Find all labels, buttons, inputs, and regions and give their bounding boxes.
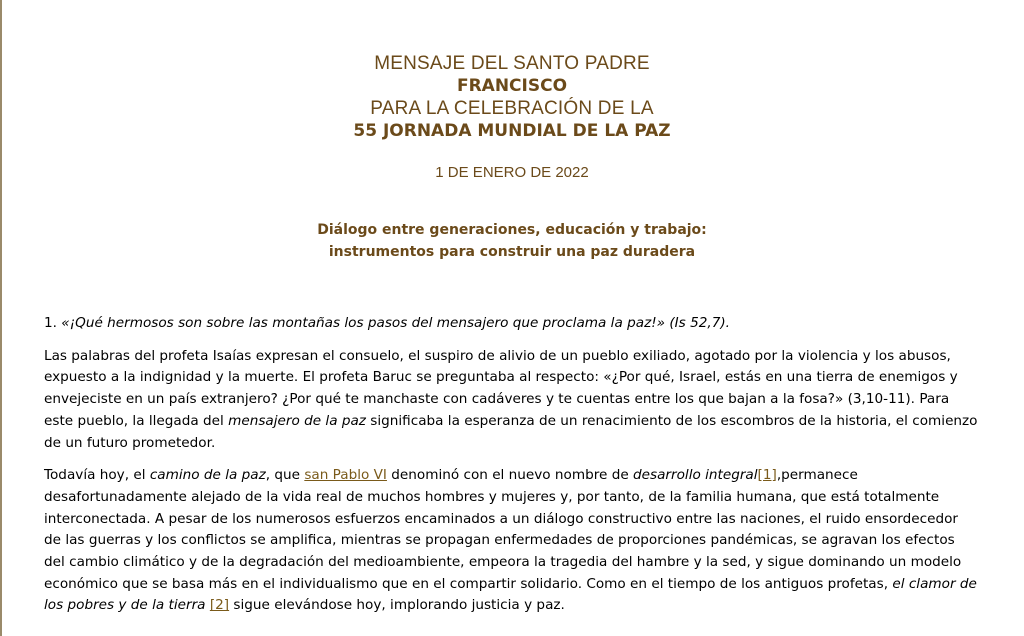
paragraph-number: 1. <box>44 315 62 331</box>
paragraph-2-text-b: significaba la esperanza de un renacimiento de los escombros de la historia, el comienzo de un futuro prometedor. <box>44 412 978 451</box>
subtitle-line-2: instrumentos para construir una paz duradera <box>328 244 696 260</box>
paragraph-3-italic-2: desarrollo integral <box>633 467 758 484</box>
paragraph-3-italic-3: el clamor de los pobres y de la tierra <box>44 575 977 614</box>
paragraph-3-text-b: , que <box>265 467 305 484</box>
document-header <box>0 52 1024 263</box>
header-date: 1 DE ENERO DE 2022 <box>435 164 589 181</box>
paragraph-3-text-f: sigue elevándose hoy, implorando justicia y paz. <box>229 597 565 614</box>
paragraph-2 <box>44 346 978 455</box>
paragraph-1 <box>44 313 978 335</box>
paragraph-3-text-a: Todavía hoy, el <box>44 467 150 484</box>
subtitle-line-1: Diálogo entre generaciones, educación y trabajo: <box>317 222 707 238</box>
subtitle <box>0 219 1024 263</box>
header-author: FRANCISCO <box>456 76 568 96</box>
header-event: 55 JORNADA MUNDIAL DE LA PAZ <box>353 121 671 141</box>
paragraph-3 <box>44 465 978 617</box>
paragraph-3-text-d: ,permanece desafortunadamente alejado de la vida real de muchos hombres y mujeres y, por tanto, de la familia humana, que está totalmente interconectada. A pesar de los numerosos esfuerzos encaminados a un diálogo constructivo entre las naciones, el ruido ensordecedor de las guerras y los conflictos se amplifica, mientras se propagan enfermedades de proporciones pandémicas, se agravan los efectos del cambio climático y de la degradación del medioambiente, empeora la tragedia del hambre y la sed, y sigue dominando un modelo económico que se basa más en el individualismo que en el compartir solidario. Como en el tiempo de los antiguos profetas, <box>44 467 962 592</box>
footnote-link-1[interactable]: [1] <box>757 467 777 484</box>
paragraph-3-italic-1: camino de la paz <box>149 467 266 484</box>
document-body <box>44 313 978 628</box>
link-san-pablo-vi[interactable]: san Pablo VI <box>304 467 387 484</box>
footnote-link-2[interactable]: [2] <box>209 597 230 614</box>
header-line-3: PARA LA CELEBRACIÓN DE LA <box>370 98 654 119</box>
paragraph-2-text-a: Las palabras del profeta Isaías expresan el consuelo, el suspiro de alivio de un pueblo exiliado, agotado por la violencia y los abusos, expuesto a la indignidad y la muerte. El profeta Baruc se preguntaba al respecto: «¿Por qué, Israel, estás en una tierra de enemigos y envejeciste en un país extranjero? ¿Por qué te manchaste con cadáveres y te cuentas entre los que bajan a la fosa?» (3,10-11). Para este pueblo, la llegada del <box>44 347 958 429</box>
paragraph-2-italic: mensajero de la paz <box>228 412 366 429</box>
header-line-1: MENSAJE DEL SANTO PADRE <box>374 53 650 74</box>
opening-quote: «¡Qué hermosos son sobre las montañas los pasos del mensajero que proclama la paz!» (Is 52,7). <box>61 315 730 331</box>
paragraph-3-text-c: denominó con el nuevo nombre de <box>386 467 634 484</box>
